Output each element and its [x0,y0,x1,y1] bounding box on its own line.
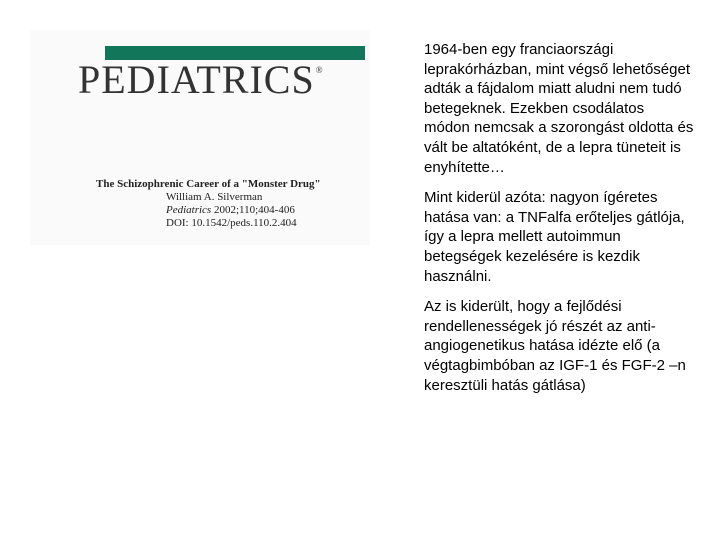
journal-logo [78,57,324,102]
article-citation [96,178,321,230]
journal-cover-image [30,30,370,245]
body-text [424,40,694,406]
journal-logo-text: PEDIATRICS [78,57,315,102]
article-journal-name: Pediatrics [166,204,212,216]
article-author: William A. Silverman [166,191,263,203]
article-doi: DOI: 10.1542/peds.110.2.404 [166,217,297,229]
article-title: The Schizophrenic Career of a "Monster Drug" [96,178,321,190]
article-journal-line [96,204,321,217]
registered-mark: ® [315,65,324,75]
paragraph-tnf-alpha: Mint kiderül azóta: nagyon ígéretes hatása van: a TNFalfa erőteljes gátlója, így a lepra mellett autoimmun betegségek kezelésére is kezdik használni. [424,189,685,285]
paragraph-anti-angiogenesis: Az is kiderült, hogy a fejlődési rendellenességek jó részét az anti-angiogenetikus hatása idézte elő (a végtagbimbóban az IGF-1 és FGF-2 –n keresztüli hatás gátlása) [424,298,686,394]
article-citation-details: 2002;110;404-406 [213,204,295,216]
paragraph-leprosy-use: 1964-ben egy franciaországi leprakórházban, mint végső lehetőséget adták a fájdalom miatt aludni nem tudó betegeknek. Ezekben csodálatos módon nemcsak a szorongást oldotta és vált be altatóként, de a lepra tüneteit is enyhítette… [424,41,694,176]
